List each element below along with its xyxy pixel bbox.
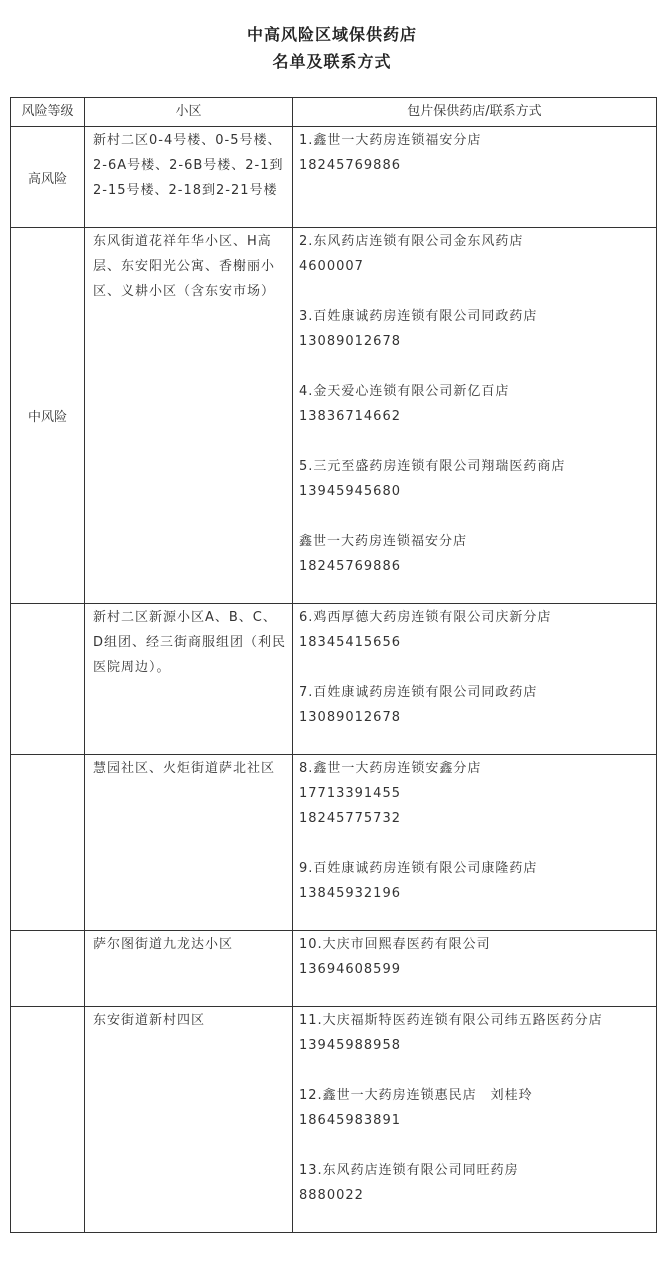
area-cell xyxy=(85,127,293,228)
risk-level-cell: 中风险 xyxy=(11,228,85,604)
pharmacy-phone: 13845932196 xyxy=(299,886,401,901)
pharmacy-entry xyxy=(299,128,650,178)
area-cell xyxy=(85,931,293,1007)
pharmacy-phone: 13694608599 xyxy=(299,962,401,977)
area-text: 东安街道新村四区 xyxy=(93,1013,206,1028)
header-area: 小区 xyxy=(85,98,293,127)
pharmacy-phone: 13945988958 xyxy=(299,1038,401,1053)
pharmacy-entry xyxy=(299,454,650,504)
table-row xyxy=(11,604,657,755)
area-cell xyxy=(85,1007,293,1233)
pharmacy-cell xyxy=(293,127,657,228)
page-title: 中高风险区域保供药店 xyxy=(246,25,417,44)
pharmacy-name: 10.大庆市回熙春医药有限公司 xyxy=(299,937,491,952)
table-row xyxy=(11,1007,657,1233)
pharmacy-phone: 18345415656 xyxy=(299,635,401,650)
pharmacy-name: 2.东风药店连锁有限公司金东风药店 xyxy=(299,234,524,249)
pharmacy-name: 5.三元至盛药房连锁有限公司翔瑞医药商店 xyxy=(299,459,566,474)
risk-level-cell xyxy=(11,755,85,931)
pharmacy-entry xyxy=(299,605,650,655)
pharmacy-entry xyxy=(299,1083,650,1133)
pharmacy-cell xyxy=(293,604,657,755)
pharmacy-name: 11.大庆福斯特医药连锁有限公司纬五路医药分店 xyxy=(299,1013,603,1028)
pharmacy-phone: 13089012678 xyxy=(299,334,401,349)
area-cell xyxy=(85,755,293,931)
pharmacy-name: 鑫世一大药房连锁福安分店 xyxy=(299,534,468,549)
table-header-row xyxy=(11,98,657,127)
pharmacy-entry xyxy=(299,856,650,906)
pharmacy-entry xyxy=(299,379,650,429)
pharmacy-entry xyxy=(299,529,650,579)
pharmacy-name: 6.鸡西厚德大药房连锁有限公司庆新分店 xyxy=(299,610,552,625)
pharmacy-phone: 18645983891 xyxy=(299,1113,401,1128)
pharmacy-name: 4.金天爱心连锁有限公司新亿百店 xyxy=(299,384,510,399)
table-row xyxy=(11,931,657,1007)
pharmacy-phone: 18245769886 xyxy=(299,158,401,173)
pharmacy-entry xyxy=(299,1008,650,1058)
risk-level-cell xyxy=(11,1007,85,1233)
table-row xyxy=(11,755,657,931)
pharmacy-cell xyxy=(293,931,657,1007)
risk-level-cell xyxy=(11,931,85,1007)
area-text: 新村二区新源小区A、B、C、D组团、经三街商服组团（利民医院周边）。 xyxy=(93,610,287,675)
risk-level-cell: 高风险 xyxy=(11,127,85,228)
pharmacy-phone: 13089012678 xyxy=(299,710,401,725)
pharmacy-name: 8.鑫世一大药房连锁安鑫分店 xyxy=(299,761,482,776)
pharmacy-name: 13.东风药店连锁有限公司同旺药房 xyxy=(299,1163,519,1178)
pharmacy-entry xyxy=(299,229,650,279)
pharmacy-name: 7.百姓康诚药房连锁有限公司同政药店 xyxy=(299,685,538,700)
pharmacy-phone: 4600007 xyxy=(299,259,364,274)
header-risk-level: 风险等级 xyxy=(11,98,85,127)
pharmacy-cell xyxy=(293,755,657,931)
pharmacy-name: 3.百姓康诚药房连锁有限公司同政药店 xyxy=(299,309,538,324)
pharmacy-phone: 17713391455 xyxy=(299,786,401,801)
pharmacy-name: 12.鑫世一大药房连锁惠民店 刘桂玲 xyxy=(299,1088,533,1103)
page-subtitle: 名单及联系方式 xyxy=(272,52,392,71)
pharmacy-cell xyxy=(293,1007,657,1233)
pharmacy-entry xyxy=(299,304,650,354)
header-pharmacy: 包片保供药店/联系方式 xyxy=(293,98,657,127)
pharmacy-table xyxy=(10,97,657,1233)
pharmacy-phone: 13945945680 xyxy=(299,484,401,499)
pharmacy-entry xyxy=(299,756,650,831)
table-row xyxy=(11,228,657,604)
area-text: 东风街道花祥年华小区、H高层、东安阳光公寓、香榭丽小区、义耕小区（含东安市场） xyxy=(93,234,276,299)
area-text: 新村二区0-4号楼、0-5号楼、2-6A号楼、2-6B号楼、2-1到2-15号楼、2-18到2-21号楼 xyxy=(93,133,284,198)
pharmacy-phone: 18245775732 xyxy=(299,811,401,826)
table-row xyxy=(11,127,657,228)
area-text: 慧园社区、火炬街道萨北社区 xyxy=(93,761,276,776)
pharmacy-entry xyxy=(299,932,650,982)
pharmacy-cell xyxy=(293,228,657,604)
pharmacy-phone: 8880022 xyxy=(299,1188,364,1203)
area-text: 萨尔图街道九龙达小区 xyxy=(93,937,234,952)
area-cell xyxy=(85,604,293,755)
pharmacy-name: 1.鑫世一大药房连锁福安分店 xyxy=(299,133,482,148)
pharmacy-phone: 13836714662 xyxy=(299,409,401,424)
pharmacy-phone: 18245769886 xyxy=(299,559,401,574)
pharmacy-entry xyxy=(299,1158,650,1208)
area-cell xyxy=(85,228,293,604)
risk-level-cell xyxy=(11,604,85,755)
pharmacy-entry xyxy=(299,680,650,730)
pharmacy-name: 9.百姓康诚药房连锁有限公司康隆药店 xyxy=(299,861,538,876)
